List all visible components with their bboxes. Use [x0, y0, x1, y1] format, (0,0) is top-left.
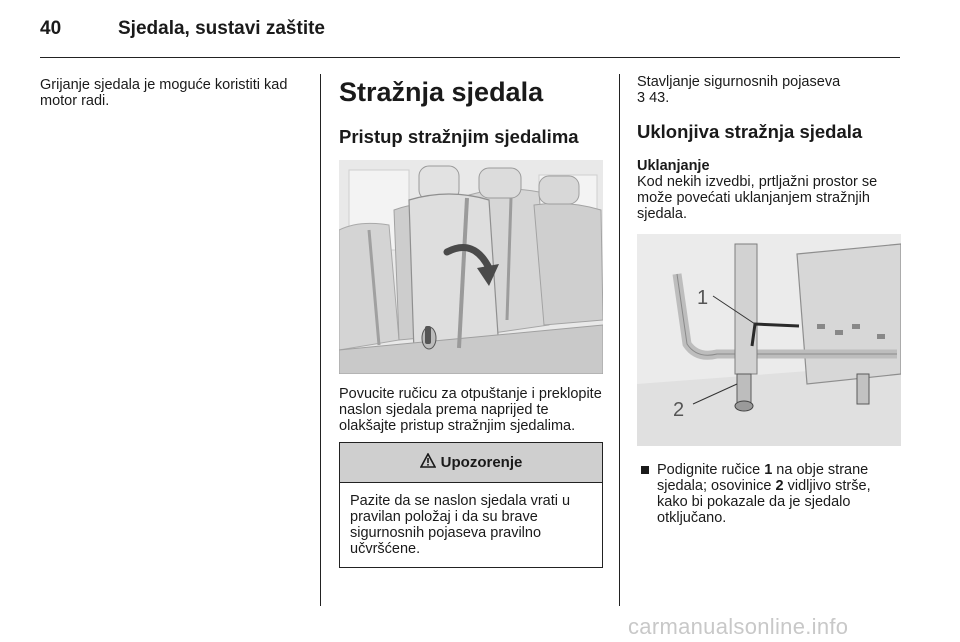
warning-triangle-icon — [420, 453, 436, 472]
section-heading: Stražnja sjedala — [339, 77, 544, 107]
instruction-part-2: na obje strane sjedala; osovinice — [657, 462, 869, 494]
subsection-heading: Pristup stražnjim sjedalima — [339, 126, 579, 147]
instruction-num-2: 2 — [775, 478, 784, 494]
removal-subheading: Uklanjanje — [637, 158, 710, 174]
page-title: Sjedala, sustavi zaštite — [118, 18, 325, 39]
header-rule — [40, 57, 900, 58]
removable-seats-heading: Uklonjiva stražnja sjedala — [637, 121, 863, 142]
seatbelt-reference — [637, 74, 901, 106]
rear-seat-illustration — [339, 160, 603, 374]
bullet-square-icon — [641, 466, 649, 474]
instruction-part-3: vidljivo strše, kako bi pokazale da je sjedalo otključano. — [657, 478, 871, 526]
warning-box — [339, 442, 603, 568]
page-reference-number: 43. — [649, 90, 670, 106]
warning-title: Upozorenje — [440, 454, 523, 471]
removal-paragraph: Kod nekih izvedbi, prtljažni prostor se može povećati uklanjanjem stražnjih sjedala. — [637, 174, 878, 222]
watermark: carmanualsonline.info — [628, 614, 849, 639]
instruction-part-1: Podignite ručice — [657, 462, 765, 478]
callout-2: 2 — [673, 399, 685, 421]
rear-seat-access-caption: Povucite ručicu za otpuštanje i preklopite naslon sjedala prema naprijed te olakšajte pristup stražnjim sjedalima. — [339, 386, 602, 434]
page-header — [40, 18, 900, 48]
seat-lock-illustration — [637, 234, 901, 446]
page-number: 40 — [40, 18, 62, 39]
warning-header — [340, 443, 602, 483]
instruction-bullet — [637, 462, 901, 526]
column-2 — [339, 74, 603, 568]
seatbelt-reference-text: Stavljanje sigurnosnih pojaseva — [637, 74, 841, 90]
seat-heating-paragraph: Grijanje sjedala je moguće koristiti kad motor radi. — [40, 77, 288, 109]
column-divider-1 — [320, 74, 321, 606]
instruction-num-1: 1 — [764, 462, 773, 478]
callout-1: 1 — [697, 287, 709, 309]
column-3 — [637, 74, 901, 526]
page-reference-icon: 3 — [637, 90, 646, 106]
column-1 — [40, 74, 302, 109]
column-divider-2 — [619, 74, 620, 606]
warning-text: Pazite da se naslon sjedala vrati u pravilan položaj i da su brave sigurnosnih pojaseva pravilno učvršćene. — [350, 493, 571, 557]
instruction-text — [657, 462, 901, 526]
